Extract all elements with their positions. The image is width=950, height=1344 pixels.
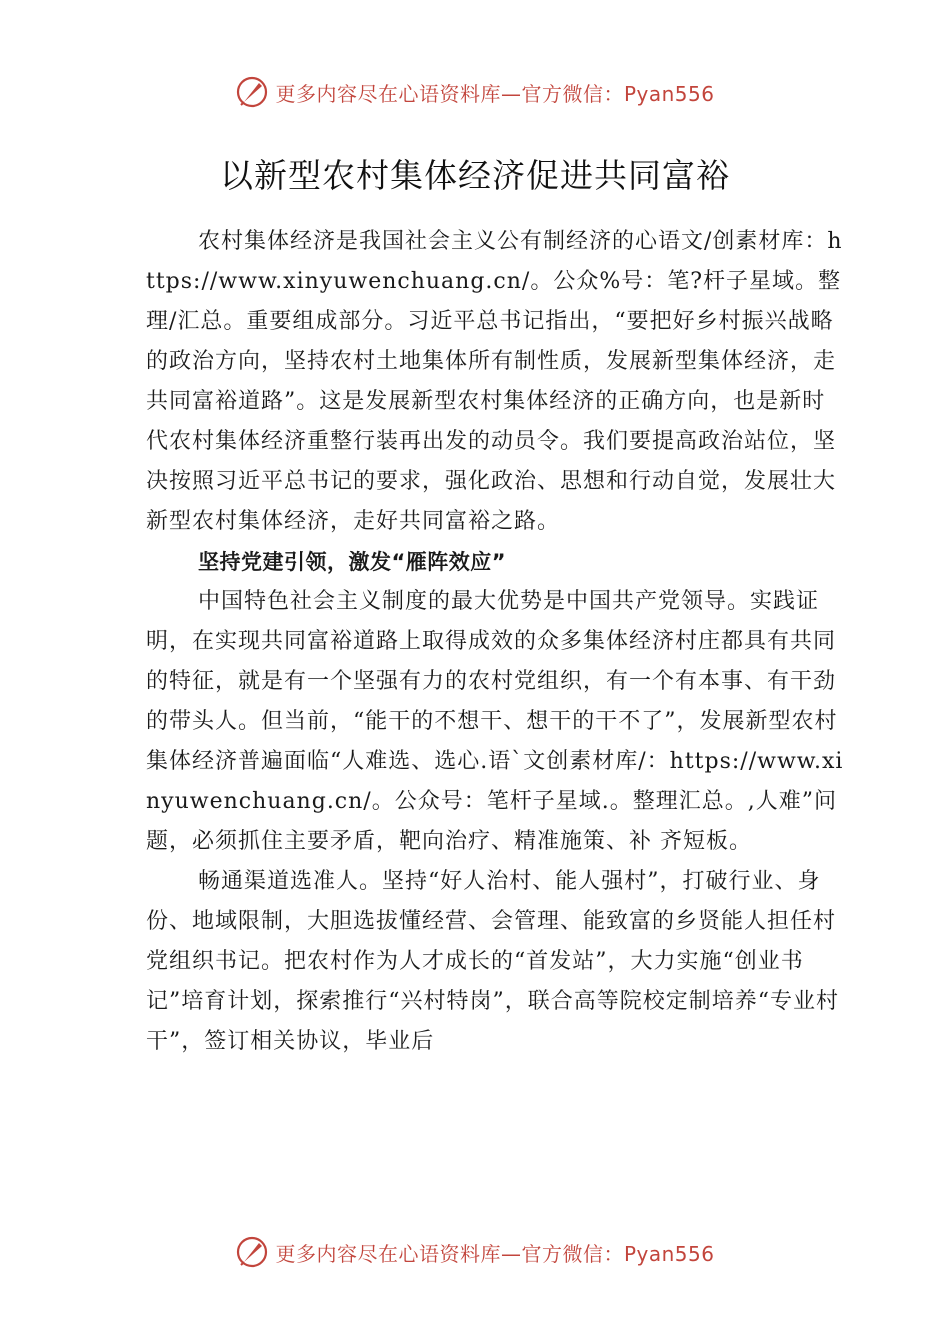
document-body [146, 222, 846, 1062]
header-banner [0, 72, 950, 112]
quill-pen-circle-icon [235, 1235, 269, 1269]
banner-text: 更多内容尽在心语资料库—官方微信：Pyan556 [275, 81, 715, 106]
intro-paragraph: 农村集体经济是我国社会主义公有制经济的心语文/创素材库：https://www.xinyuwenchuang.cn/。公众%号：笔?杆子星域。整理/汇总。重要组成部分。习近平总书记指出，“要把好乡村振兴战略的政治方向，坚持农村土地集体所有制性质，发展新型集体经济，走共同富裕道路”。这是发展新型农村集体经济的正确方向，也是新时代农村集体经济重整行装再出发的动员令。我们要提高政治站位，坚决按照习近平总书记的要求，强化政治、思想和行动自觉，发展壮大新型农村集体经济，走好共同富裕之路。 [146, 229, 843, 534]
banner-text: 更多内容尽在心语资料库—官方微信：Pyan556 [275, 1241, 715, 1266]
section-paragraph: 中国特色社会主义制度的最大优势是中国共产党领导。实践证明，在实现共同富裕道路上取得成效的众多集体经济村庄都具有共同的特征，就是有一个坚强有力的农村党组织，有一个有本事、有干劲的带头人。但当前，“能干的不想干、想干的干不了”，发展新型农村集体经济普遍面临“人难选、选心.语`文创素材库/：https://www.xinyuwenchuang.cn/。公众号：笔杆子星域.。整理汇总。,人难”问题，必须抓住主要矛盾，靶向治疗、精准施策、补 齐短板。 [146, 589, 844, 854]
footer-banner [0, 1232, 950, 1272]
page-title: 以新型农村集体经济促进共同富裕 [220, 156, 730, 195]
quill-pen-circle-icon [235, 75, 269, 109]
section-heading: 坚持党建引领，激发“雁阵效应” [198, 550, 507, 574]
section-paragraph: 畅通渠道选准人。坚持“好人治村、能人强村”，打破行业、身份、地域限制，大胆选拔懂经营、会管理、能致富的乡贤能人担任村党组织书记。把农村作为人才成长的“首发站”，大力实施“创业书记”培育计划，探索推行“兴村特岗”，联合高等院校定制培养“专业村干”，签订相关协议，毕业后 [146, 869, 839, 1054]
